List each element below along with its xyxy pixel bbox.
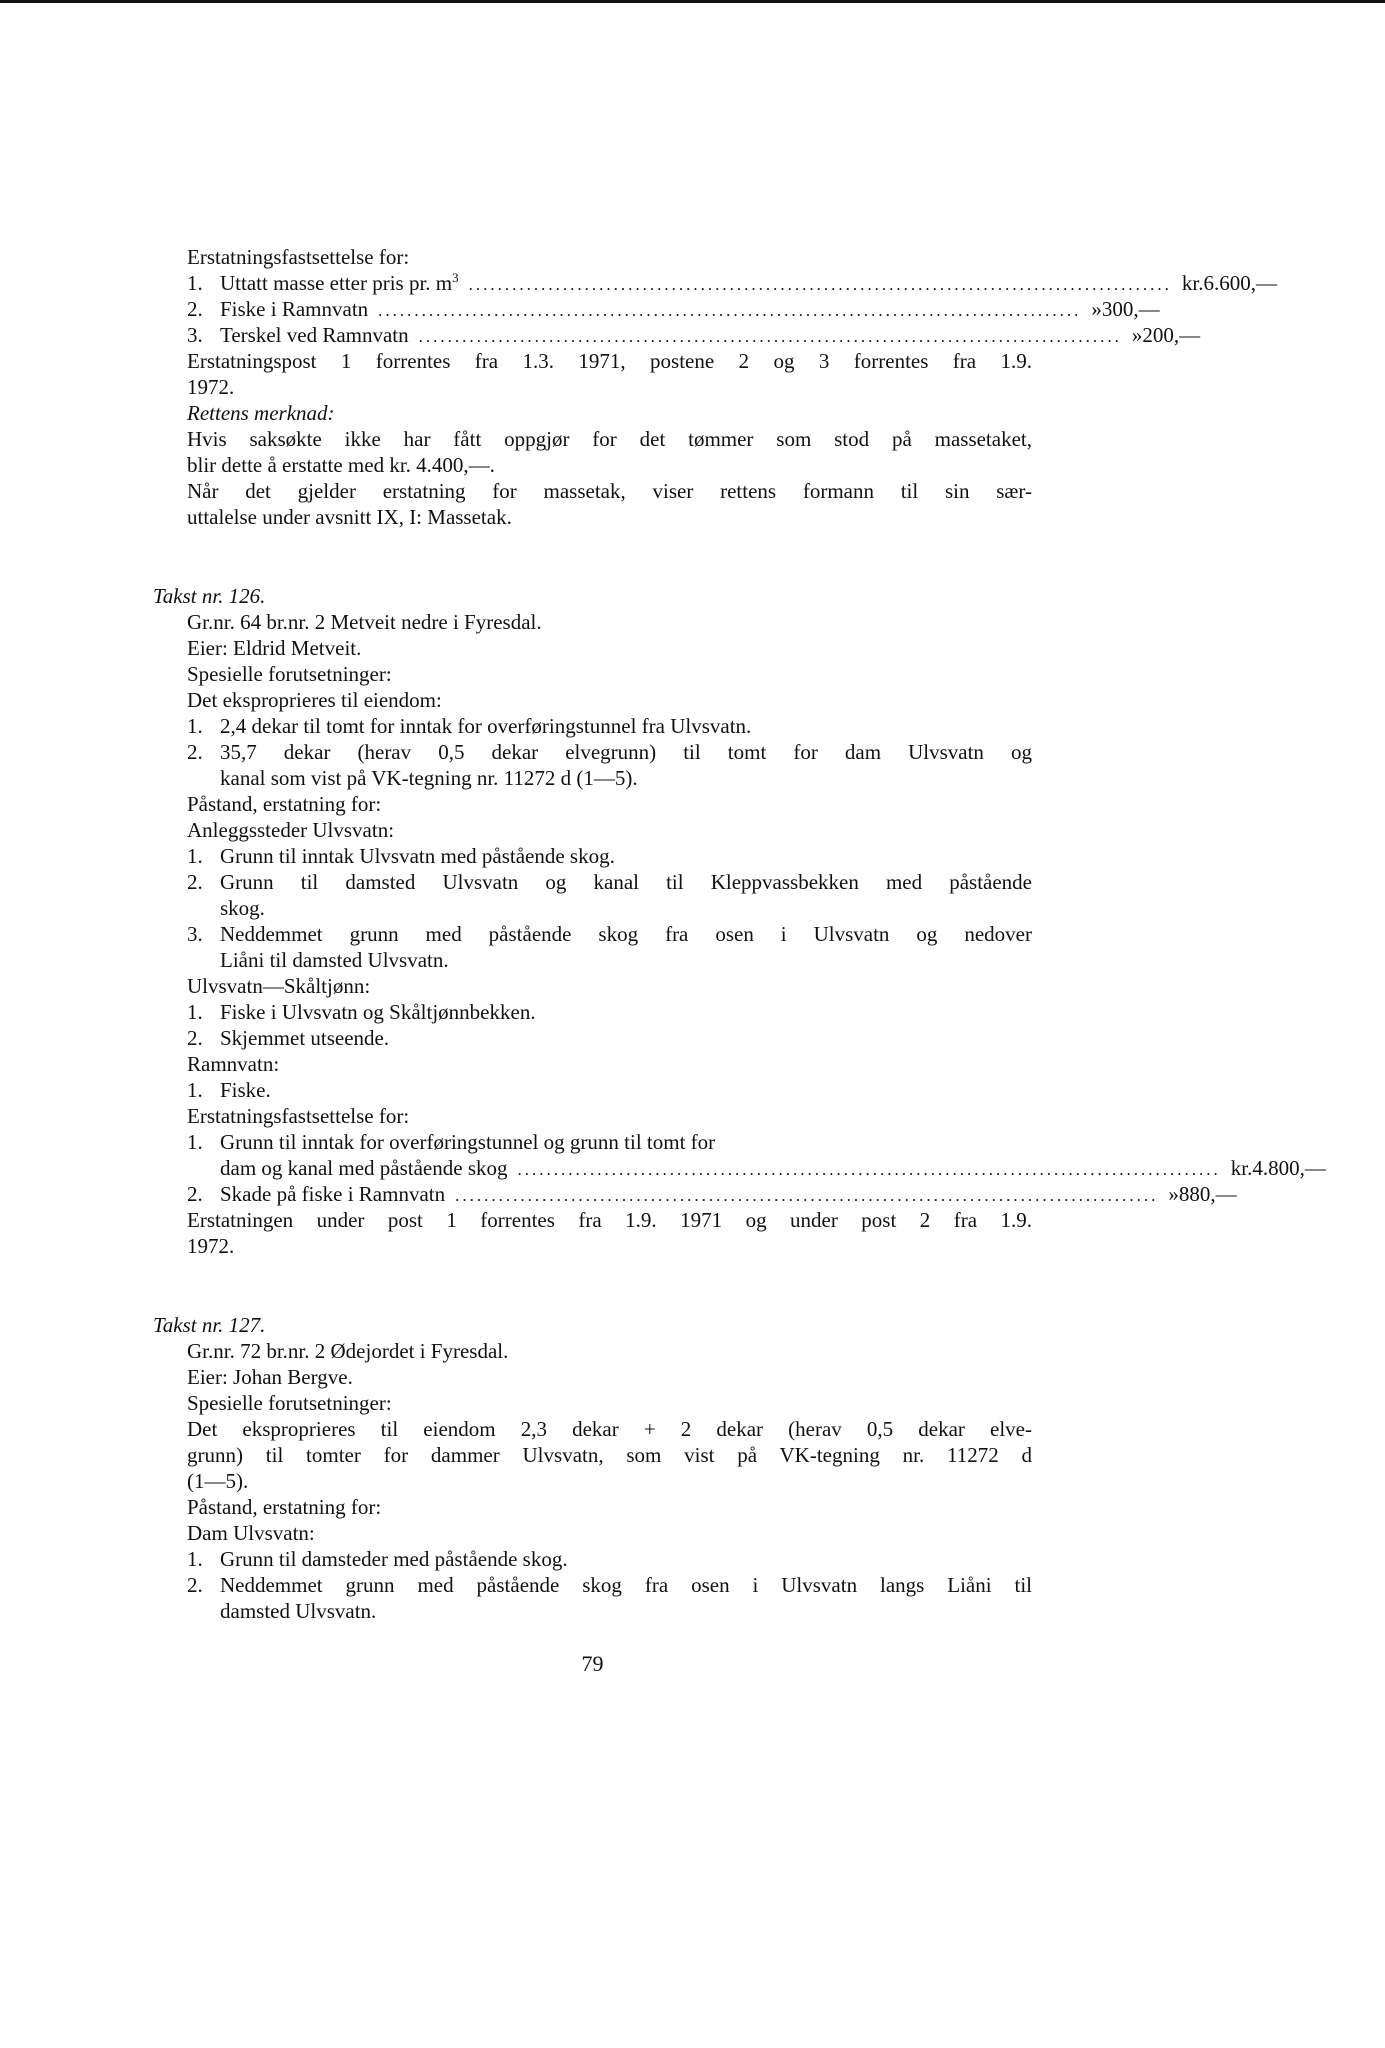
item-unit: kr. (1181, 271, 1204, 295)
item-text: dam og kanal med påstående skog (220, 1156, 508, 1180)
subsection-heading: Dam Ulvsvatn: (187, 1521, 315, 1545)
list-item-continuation: kanal som vist på VK-tegning nr. 11272 d (1—5). (220, 766, 638, 790)
list-item (187, 739, 1032, 765)
item-number: 1. (187, 844, 203, 868)
item-number: 2. (187, 1182, 203, 1206)
item-number: 1. (187, 271, 203, 295)
leader-dots: ................................................................................................. (468, 275, 1172, 294)
expropriation-text: grunn) til tomter for dammer Ulvsvatn, som vist på VK-tegning nr. 11272 d (187, 1443, 1032, 1467)
property-line: Gr.nr. 72 br.nr. 2 Ødejordet i Fyresdal. (187, 1339, 509, 1363)
item-number: 2. (187, 1573, 203, 1597)
interest-text: Erstatningen under post 1 forrentes fra 1.9. 1971 og under post 2 fra 1.9. (187, 1208, 1032, 1232)
compensation-item (187, 296, 1160, 324)
item-number: 1. (187, 714, 203, 738)
interest-text: 1972. (187, 375, 235, 399)
compensation-item (187, 270, 1277, 298)
item-text: Terskel ved Ramnvatn (220, 323, 409, 347)
compensation-heading: Erstatningsfastsettelse for: (187, 245, 410, 269)
item-number: 2. (187, 870, 203, 894)
item-unit: » (1131, 323, 1143, 347)
list-item (187, 869, 1032, 895)
item-text: Neddemmet grunn med påstående skog fra osen i Ulvsvatn langs Liåni til (220, 1573, 1032, 1597)
expropriation-text: Det eksproprieres til eiendom 2,3 dekar + 2 dekar (herav 0,5 dekar elve- (187, 1417, 1032, 1441)
item-text: Skjemmet utseende. (220, 1026, 390, 1050)
leader-dots: ................................................................................................. (455, 1186, 1159, 1205)
item-text: Fiske. (220, 1078, 271, 1102)
section-heading: Takst nr. 127. (153, 1313, 266, 1337)
compensation-item (187, 1181, 1237, 1209)
item-text: Grunn til inntak Ulvsvatn med påstående skog. (220, 844, 615, 868)
item-text: Skade på fiske i Ramnvatn (220, 1182, 446, 1206)
remark-heading: Rettens merknad: (187, 401, 335, 425)
compensation-item (187, 322, 1201, 350)
subsection-heading: Ulvsvatn—Skåltjønn: (187, 974, 371, 998)
subsection-heading: Ramnvatn: (187, 1052, 280, 1076)
remark-text: uttalelse under avsnitt IX, I: Massetak. (187, 505, 512, 529)
expropriation-text: (1—5). (187, 1469, 249, 1493)
superscript: 3 (452, 270, 459, 285)
item-text: Uttatt masse etter pris pr. m (220, 271, 453, 295)
compensation-item (187, 1129, 1032, 1155)
list-item (187, 999, 1032, 1025)
item-number: 1. (187, 1547, 203, 1571)
item-number: 3. (187, 922, 203, 946)
list-item-continuation: skog. (220, 896, 265, 920)
interest-text: 1972. (187, 1234, 235, 1258)
leader-dots: ................................................................................................. (378, 301, 1082, 320)
list-item-continuation: Liåni til damsted Ulvsvatn. (220, 948, 449, 972)
item-unit: » (1168, 1182, 1179, 1206)
item-amount: 880,— (1178, 1182, 1237, 1206)
item-amount: 6.600,— (1203, 271, 1277, 295)
item-text: 2,4 dekar til tomt for inntak for overføringstunnel fra Ulvsvatn. (220, 714, 752, 738)
item-number: 1. (187, 1078, 203, 1102)
list-item (187, 713, 1032, 739)
item-text: Grunn til damsted Ulvsvatn og kanal til Kleppvassbekken med påstående (220, 870, 1032, 894)
claim-heading: Påstand, erstatning for: (187, 792, 382, 816)
owner-line: Eier: Johan Bergve. (187, 1365, 353, 1389)
premises-heading: Spesielle forutsetninger: (187, 662, 392, 686)
item-text: Fiske i Ramnvatn (220, 297, 369, 321)
list-item (187, 921, 1032, 947)
list-item-continuation: damsted Ulvsvatn. (220, 1599, 377, 1623)
remark-text: blir dette å erstatte med kr. 4.400,—. (187, 453, 495, 477)
expropriation-heading: Det eksproprieres til eiendom: (187, 688, 442, 712)
list-item (187, 1572, 1032, 1598)
item-number: 1. (187, 1130, 203, 1154)
compensation-item-continuation (220, 1155, 1326, 1183)
item-text: Fiske i Ulvsvatn og Skåltjønnbekken. (220, 1000, 536, 1024)
list-item (187, 1546, 1032, 1572)
item-amount: 4.800,— (1252, 1156, 1326, 1180)
leader-dots: ................................................................................................. (517, 1160, 1221, 1179)
item-unit: kr. (1230, 1156, 1253, 1180)
list-item (187, 1077, 1032, 1103)
compensation-heading: Erstatningsfastsettelse for: (187, 1104, 410, 1128)
interest-text: Erstatningspost 1 forrentes fra 1.3. 1971, postene 2 og 3 forrentes fra 1.9. (187, 349, 1032, 373)
remark-text: Når det gjelder erstatning for massetak, viser rettens formann til sin sær- (187, 479, 1032, 503)
item-amount: 300,— (1101, 297, 1160, 321)
item-text: Grunn til inntak for overføringstunnel og grunn til tomt for (220, 1130, 716, 1154)
leader-dots: ................................................................................................. (418, 327, 1122, 346)
list-item (187, 843, 1032, 869)
owner-line: Eier: Eldrid Metveit. (187, 636, 362, 660)
item-amount: 200,— (1142, 323, 1201, 347)
item-unit: » (1091, 297, 1102, 321)
subsection-heading: Anleggssteder Ulvsvatn: (187, 818, 395, 842)
item-number: 2. (187, 1026, 203, 1050)
claim-heading: Påstand, erstatning for: (187, 1495, 382, 1519)
item-number: 2. (187, 740, 203, 764)
property-line: Gr.nr. 64 br.nr. 2 Metveit nedre i Fyresdal. (187, 610, 542, 634)
item-text: Neddemmet grunn med påstående skog fra osen i Ulvsvatn og nedover (220, 922, 1032, 946)
list-item (187, 1025, 1032, 1051)
item-number: 2. (187, 297, 203, 321)
item-number: 1. (187, 1000, 203, 1024)
section-heading: Takst nr. 126. (153, 584, 266, 608)
item-text: 35,7 dekar (herav 0,5 dekar elvegrunn) til tomt for dam Ulvsvatn og (220, 740, 1032, 764)
item-number: 3. (187, 323, 203, 347)
item-text: Grunn til damsteder med påstående skog. (220, 1547, 568, 1571)
page-number: 79 (581, 1651, 604, 1676)
remark-text: Hvis saksøkte ikke har fått oppgjør for det tømmer som stod på massetaket, (187, 427, 1032, 451)
premises-heading: Spesielle forutsetninger: (187, 1391, 392, 1415)
